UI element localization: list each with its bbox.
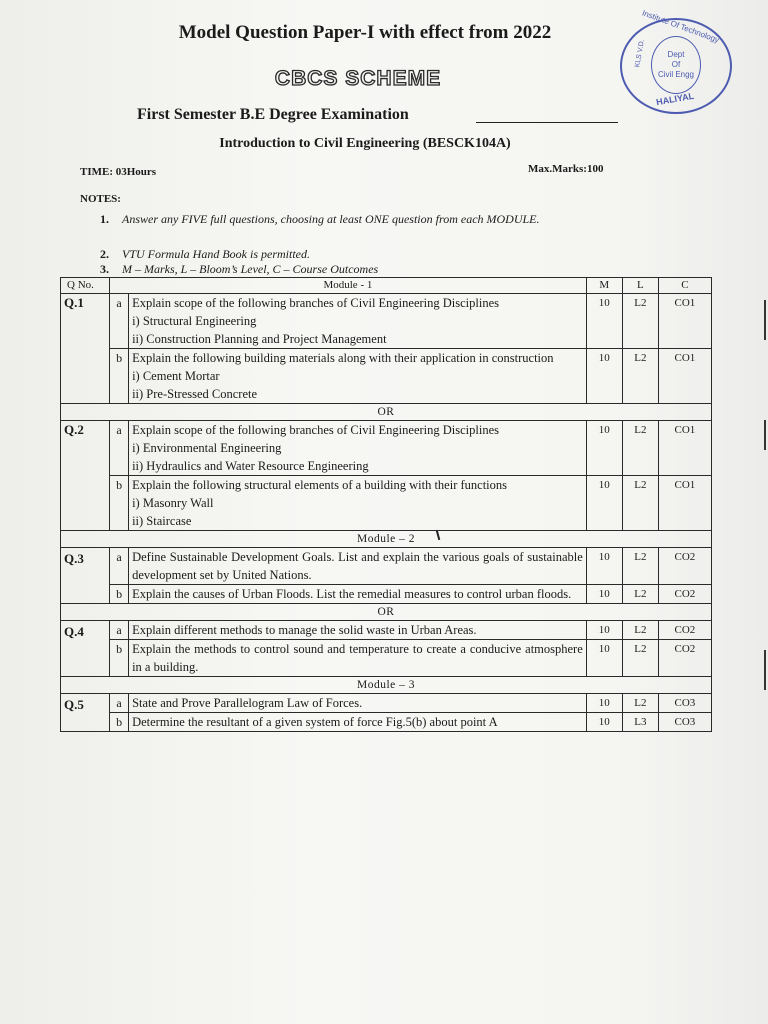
question-number: Q.2 bbox=[61, 421, 110, 531]
text-line: Explain scope of the following branches of Civil Engineering Disciplines bbox=[132, 423, 500, 437]
column-header-level: L bbox=[622, 278, 658, 294]
text-line: Explain different methods to manage the solid waste in Urban Areas. bbox=[132, 623, 477, 637]
co-cell: CO2 bbox=[658, 640, 711, 677]
level-cell: L2 bbox=[622, 421, 658, 476]
seal-line: Of bbox=[671, 60, 681, 69]
marks-cell: 10 bbox=[586, 294, 622, 349]
co-cell: CO2 bbox=[658, 621, 711, 640]
note-number: 2. bbox=[100, 247, 109, 261]
text-line: Explain scope of the following branches of Civil Engineering Disciplines bbox=[132, 296, 500, 310]
table-row bbox=[61, 349, 712, 404]
co-cell: CO3 bbox=[658, 713, 711, 732]
co-cell: CO3 bbox=[658, 694, 711, 713]
text-line: Explain the following structural elements of a building with their functions bbox=[132, 478, 507, 492]
note-text: Answer any FIVE full questions, choosing at least ONE question from each MODULE. bbox=[122, 212, 540, 226]
question-text bbox=[129, 476, 587, 531]
seal-line: Civil Engg bbox=[657, 70, 694, 79]
note-item bbox=[100, 212, 592, 227]
module-row bbox=[61, 677, 712, 694]
or-label: OR bbox=[61, 604, 712, 621]
question-text bbox=[129, 713, 587, 732]
level-cell: L2 bbox=[622, 548, 658, 585]
or-label: OR bbox=[61, 404, 712, 421]
subject-title: Introduction to Civil Engineering (BESCK104A) bbox=[219, 136, 511, 151]
scan-edge-mark bbox=[764, 420, 766, 450]
seal-top-text: Institute Of Technology bbox=[640, 8, 721, 45]
co-cell: CO1 bbox=[658, 294, 711, 349]
note-number: 1. bbox=[100, 212, 109, 226]
max-marks-label: Max.Marks:100 bbox=[528, 163, 604, 175]
marks-cell: 10 bbox=[586, 640, 622, 677]
sub-label: b bbox=[110, 476, 129, 531]
text-line: Determine the resultant of a given system of force Fig.5(b) about point A bbox=[132, 715, 498, 729]
question-number: Q.1 bbox=[61, 294, 110, 404]
marks-cell: 10 bbox=[586, 421, 622, 476]
question-text bbox=[129, 694, 587, 713]
level-cell: L2 bbox=[622, 640, 658, 677]
marks-cell: 10 bbox=[586, 548, 622, 585]
text-line: ii) Construction Planning and Project Management bbox=[132, 332, 387, 346]
sub-label: a bbox=[110, 294, 129, 349]
scan-edge-mark bbox=[764, 650, 766, 690]
text-line: i) Masonry Wall bbox=[132, 496, 214, 510]
table-row bbox=[61, 713, 712, 732]
co-cell: CO2 bbox=[658, 585, 711, 604]
module-heading: Module – 2 bbox=[61, 531, 712, 548]
scan-edge-mark bbox=[764, 300, 766, 340]
level-cell: L2 bbox=[622, 476, 658, 531]
table-row bbox=[61, 640, 712, 677]
sub-label: b bbox=[110, 585, 129, 604]
text-line: Explain the causes of Urban Floods. List the remedial measures to control urban floods. bbox=[132, 587, 572, 601]
module-heading: Module - 1 bbox=[110, 278, 587, 294]
table-row bbox=[61, 694, 712, 713]
marks-cell: 10 bbox=[586, 349, 622, 404]
question-text bbox=[129, 294, 587, 349]
text-line: i) Cement Mortar bbox=[132, 369, 220, 383]
level-cell: L2 bbox=[622, 294, 658, 349]
text-line: State and Prove Parallelogram Law of Forces. bbox=[132, 696, 363, 710]
text-line: Explain the following building materials along with their application in construction bbox=[132, 351, 554, 365]
table-header-row bbox=[61, 278, 712, 294]
or-row bbox=[61, 604, 712, 621]
sub-label: a bbox=[110, 694, 129, 713]
table-row bbox=[61, 476, 712, 531]
marks-cell: 10 bbox=[586, 694, 622, 713]
marks-cell: 10 bbox=[586, 621, 622, 640]
level-cell: L3 bbox=[622, 713, 658, 732]
text-line: i) Environmental Engineering bbox=[132, 441, 282, 455]
sub-label: a bbox=[110, 621, 129, 640]
question-number: Q.4 bbox=[61, 621, 110, 677]
note-number: 3. bbox=[100, 262, 109, 276]
sub-label: b bbox=[110, 349, 129, 404]
or-row bbox=[61, 404, 712, 421]
note-item bbox=[100, 262, 379, 277]
column-header-qno: Q No. bbox=[61, 278, 110, 294]
co-cell: CO1 bbox=[658, 476, 711, 531]
level-cell: L2 bbox=[622, 694, 658, 713]
sub-label: b bbox=[110, 713, 129, 732]
seal-side-text: KLS V.D. bbox=[634, 39, 646, 68]
table-row bbox=[61, 294, 712, 349]
sub-label: a bbox=[110, 421, 129, 476]
level-cell: L2 bbox=[622, 349, 658, 404]
module-row bbox=[61, 531, 712, 548]
seal-center bbox=[651, 36, 701, 94]
text-line: i) Structural Engineering bbox=[132, 314, 257, 328]
seal-bottom-text: HALIYAL bbox=[655, 90, 695, 108]
co-cell: CO2 bbox=[658, 548, 711, 585]
table-row bbox=[61, 421, 712, 476]
exam-name: First Semester B.E Degree Examination bbox=[137, 106, 409, 123]
text-line: ii) Hydraulics and Water Resource Engineering bbox=[132, 459, 369, 473]
level-cell: L2 bbox=[622, 585, 658, 604]
question-number: Q.3 bbox=[61, 548, 110, 604]
text-line: ii) Staircase bbox=[132, 514, 192, 528]
level-cell: L2 bbox=[622, 621, 658, 640]
co-cell: CO1 bbox=[658, 421, 711, 476]
column-header-marks: M bbox=[586, 278, 622, 294]
marks-cell: 10 bbox=[586, 476, 622, 531]
marks-cell: 10 bbox=[586, 713, 622, 732]
department-seal bbox=[620, 8, 732, 114]
question-table bbox=[60, 277, 712, 732]
table-row bbox=[61, 621, 712, 640]
question-text bbox=[129, 621, 587, 640]
co-cell: CO1 bbox=[658, 349, 711, 404]
column-header-co: C bbox=[658, 278, 711, 294]
marks-cell: 10 bbox=[586, 585, 622, 604]
question-text bbox=[129, 548, 587, 585]
question-text bbox=[129, 585, 587, 604]
notes-heading: NOTES: bbox=[80, 193, 121, 205]
text-line: Explain the methods to control sound and temperature to create a conducive atmosphere in a building. bbox=[132, 642, 583, 674]
note-text: M – Marks, L – Bloom’s Level, C – Course Outcomes bbox=[122, 262, 379, 276]
table-row bbox=[61, 548, 712, 585]
question-text bbox=[129, 349, 587, 404]
paper-title: Model Question Paper-I with effect from 2022 bbox=[178, 22, 552, 43]
scheme-label: CBCS SCHEME bbox=[274, 67, 442, 90]
module-heading: Module – 3 bbox=[61, 677, 712, 694]
question-number: Q.5 bbox=[61, 694, 110, 732]
exam-underline bbox=[476, 122, 618, 123]
time-label: TIME: 03Hours bbox=[80, 166, 157, 178]
note-item bbox=[100, 247, 310, 262]
question-text bbox=[129, 421, 587, 476]
table-row bbox=[61, 585, 712, 604]
text-line: ii) Pre-Stressed Concrete bbox=[132, 387, 258, 401]
note-text: VTU Formula Hand Book is permitted. bbox=[122, 247, 310, 261]
sub-label: b bbox=[110, 640, 129, 677]
seal-line: Dept bbox=[667, 50, 685, 59]
text-line: Define Sustainable Development Goals. List and explain the various goals of sustainable development set by United Nations. bbox=[132, 550, 583, 582]
question-text bbox=[129, 640, 587, 677]
sub-label: a bbox=[110, 548, 129, 585]
